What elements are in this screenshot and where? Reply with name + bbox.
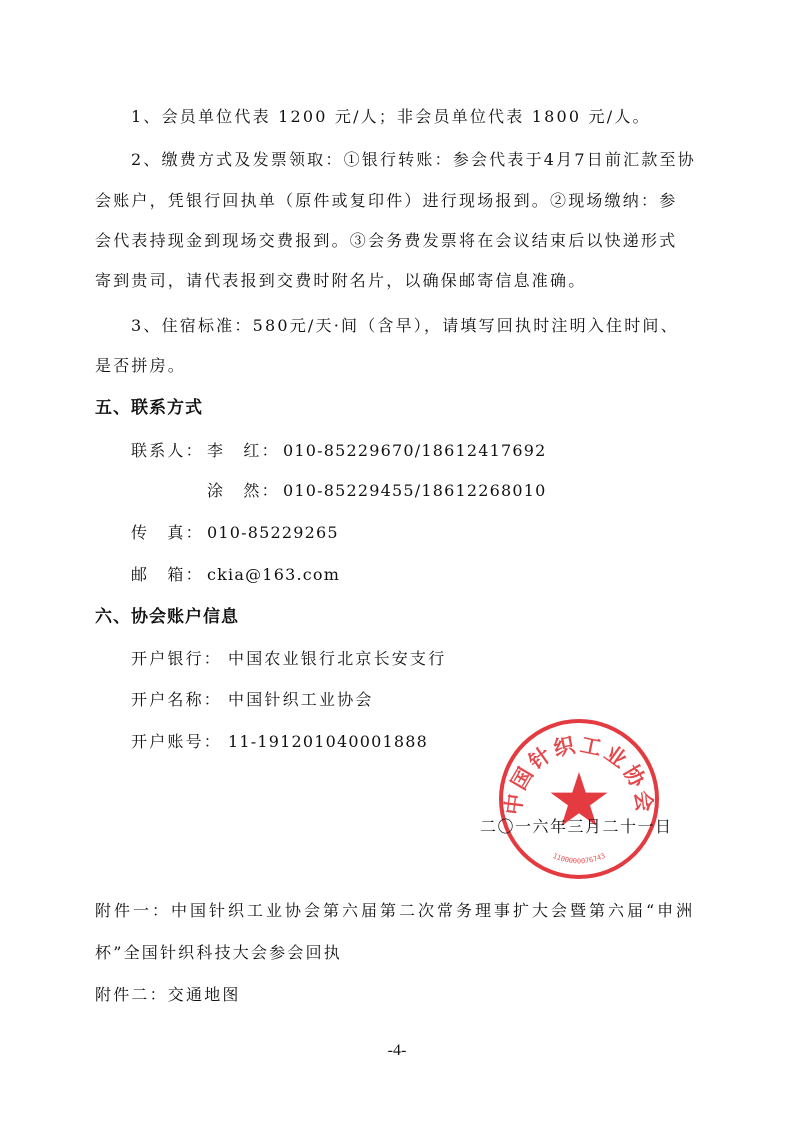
contact-person-2-phone: 010-85229455/18612268010	[283, 481, 547, 500]
seal-text: 中国针织工业协会	[500, 731, 658, 817]
fee-item-3-line-2: 是否拼房。	[95, 356, 187, 375]
document-date: 二〇一六年三月二十一日	[480, 817, 673, 836]
bank-label: 开户银行：	[131, 649, 223, 668]
fax-label: 传 真：	[131, 523, 204, 542]
fee-item-2-line-2: 会账户，凭银行回执单（原件或复印件）进行现场报到。②现场缴纳：参	[95, 191, 678, 210]
contact-person-2-name: 涂 然：	[207, 481, 280, 500]
fax-value: 010-85229265	[207, 523, 339, 542]
email-value: ckia@163.com	[207, 565, 341, 584]
email-label: 邮 箱：	[131, 565, 204, 584]
contact-person-label: 联系人：	[131, 441, 204, 460]
attachment-1-line-1: 附件一：中国针织工业协会第六届第二次常务理事扩大会暨第六届“申洲	[95, 901, 696, 920]
svg-text:1100000076743	[552, 852, 607, 865]
attachment-1-line-2: 杯”全国针织科技大会参会回执	[95, 943, 342, 962]
contact-person-1-phone: 010-85229670/18612417692	[283, 441, 547, 460]
seal-serial: 1100000076743	[551, 851, 607, 866]
attachment-2: 附件二：交通地图	[95, 985, 241, 1004]
contact-person-1-name: 李 红：	[207, 441, 280, 460]
fee-item-2-line-4: 寄到贵司，请代表报到交费时附名片，以确保邮寄信息准确。	[95, 271, 587, 290]
fee-item-2-line-3: 会代表持现金到现场交费报到。③会务费发票将在会议结束后以快递形式	[95, 231, 678, 250]
account-name-label: 开户名称：	[131, 690, 223, 709]
bank-value: 中国农业银行北京长安支行	[228, 649, 447, 668]
account-name-value: 中国针织工业协会	[228, 690, 374, 709]
account-heading: 六、协会账户信息	[95, 607, 239, 627]
fee-item-2-line-1: 2、缴费方式及发票领取：①银行转账：参会代表于4月7日前汇款至协	[131, 150, 696, 169]
contact-heading: 五、联系方式	[95, 398, 203, 418]
account-number-label: 开户账号：	[131, 732, 223, 751]
official-seal	[496, 716, 662, 882]
fee-item-3-line-1: 3、住宿标准：580元/天·间（含早），请填写回执时注明入住时间、	[131, 316, 679, 335]
fee-item-1: 1、会员单位代表 1200 元/人；非会员单位代表 1800 元/人。	[131, 107, 651, 126]
account-number-value: 11-191201040001888	[228, 732, 429, 751]
page-number: -4-	[387, 1042, 407, 1059]
